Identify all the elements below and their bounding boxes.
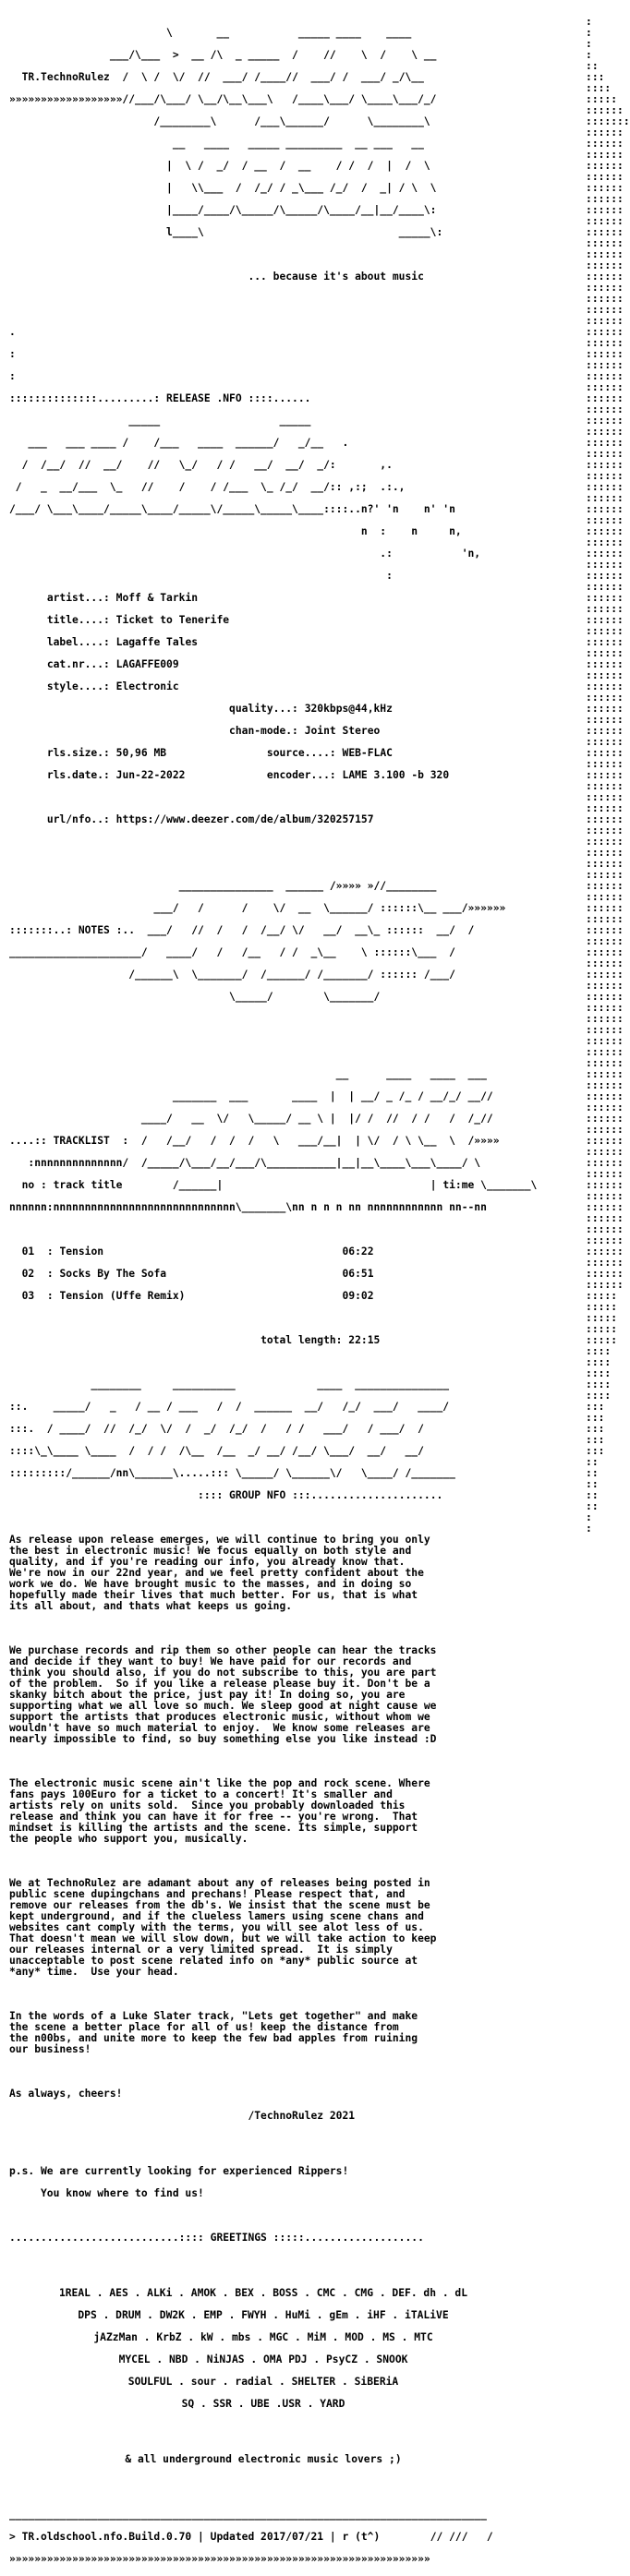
- ascii-logo-line: \ __ _____ ____ ____: [9, 27, 412, 39]
- group-paragraph-3: We at TechnoRulez are adamant about any of releases being posted in public scene dupingchans and prechans! Please respect that, and remove our releases from the db's. We insist that the scene must be kept underground, and if the clueless lamers using scene chans and websites cant comply with the terms, you will see alot less of us. That doesn't mean we will slow down, but we will take action to keep our releases internal or a very limited spread. It is simply unacceptable to post scene related info on *any* public source at *any* time. Use your head.: [9, 1877, 437, 1978]
- footer-rule: ____________________________________________________________________________: [9, 2509, 487, 2521]
- group-title: :::: GROUP NFO :::: [198, 1489, 311, 1501]
- ascii-art-line: ___ ___ ____ / /___ ____ ______/ _/__ .: [9, 437, 349, 449]
- total-length-row: total length: 22:15: [260, 1334, 381, 1346]
- ascii-art-line: _____ _____: [9, 415, 311, 427]
- ps-line-1: p.s. We are currently looking for experienced Rippers!: [9, 2165, 349, 2177]
- group-paragraph-2: The electronic music scene ain't like the pop and rock scene. Where fans pays 100Euro for a ticket to a concert! It's smaller and artists rely on units sold. Since you probably downloaded this release and think you can have it for free -- you're wrong. That mindset is killing the artists and the scene. Its simple, support the people who support you, musically.: [9, 1777, 430, 1845]
- ascii-art-line: :nnnnnnnnnnnnnn/ /_____/\___/__/___/\___________|__|__\____\___\____/ \: [9, 1157, 481, 1169]
- ascii-art-line: ::. _____/ _ / __ / ___ / / ______ __/ /_/ ___/ ____/: [9, 1401, 450, 1413]
- group-paragraph-0: As release upon release emerges, we will continue to bring you only the best in electronic music! We focus equally on both style and quality, and if you're reading our info, you already know that. We're now in our 22nd year, and we feel pretty confident about the work we do. We have brought music to the masses, and in doing so hopefully made their lives that much better. For us, that is what its all about, and thats what keeps us going.: [9, 1534, 430, 1612]
- ascii-side-border: : : : : :: ::: :::: ::::: :::::: ::::::: :::::: :::::: :::::: :::::: :::::: :::::: :::::: :::::: :::::: :::::: :::::: :::::: :::::: :::::: :::::: :::::: :::::: :::::: :::::: :::::: :::::: :::::: :::::: :::::: :::::: :::::: :::::: :::::: :::::: :::::: :::::: :::::: :::::: :::::: :::::: :::::: :::::: :::::: :::::: :::::: :::::: :::::: :::::: :::::: :::::: :::::: :::::: :::::: :::::: :::::: :::::: :::::: :::::: :::::: :::::: :::::: :::::: :::::: :::::: :::::: :::::: :::::: :::::: :::::: :::::: :::::: :::::: :::::: :::::: :::::: :::::: :::::: :::::: :::::: :::::: :::::: :::::: :::::: :::::: :::::: :::::: :::::: :::::: :::::: :::::: :::::: :::::: :::::: :::::: :::::: :::::: :::::: :::::: :::::: :::::: :::::: :::::: :::::: :::::: :::::: :::::: :::::: :::::: :::::: :::::: ::::: ::::: ::::: ::::: ::::: :::: :::: :::: :::: :::: ::: ::: ::: ::: ::: :: :: :: :: :: : :: [586, 16, 630, 1535]
- release-date-row: rls.date.: Jun-22-2022 encoder...: LAME 3.100 -b 320: [46, 769, 450, 781]
- release-url-row: url/nfo..: https://www.deezer.com/de/album/320257157: [46, 813, 374, 825]
- release-field-row: cat.nr...: LAGAFFE009: [46, 658, 179, 670]
- ascii-art-line: :::. / ____/ // /_/ \/ / _/ /_/ / / / ___/ / ___/ /: [9, 1423, 424, 1435]
- footer-arrows: »»»»»»»»»»»»»»»»»»»»»»»»»»»»»»»»»»»»»»»»»»»»»»»»»»»»»»»»»»»»»»»»»»»: [9, 2553, 430, 2565]
- group-tag: TR.TechnoRulez: [21, 71, 110, 83]
- ascii-art-line: /______\ \_______/ /______/ /_______/ :::::: /___/: [9, 969, 455, 981]
- notes-title-line: :::::::..: NOTES :.. ___/ // / / /__/ \/ __/ __\_ :::::: __/ /: [9, 924, 475, 936]
- ascii-art-line: .: 'n,: [9, 548, 481, 560]
- release-field-row: style....: Electronic: [46, 680, 179, 692]
- col-no: no: [21, 1179, 35, 1191]
- track-row: 01 : Tension 06:22: [21, 1246, 374, 1258]
- notes-title: :::::::..: NOTES :..: [9, 924, 136, 936]
- ascii-logo-line: »»»»»»»»»»»»»»»»»»//___/\___/ \__/\__\___\ /____\___/ \____\___/_/: [9, 93, 437, 105]
- col-title: : track title: [41, 1179, 123, 1191]
- tracklist-title-line: ....:: TRACKLIST : / /__/ / / / \ ___/__| | \/ / \ \__ \ /»»»»: [9, 1135, 500, 1147]
- ascii-art-line: n : n n,: [9, 525, 462, 537]
- release-field-row: label....: Lagaffe Tales: [46, 636, 199, 648]
- release-section-title: ::::::::::::::.........: RELEASE .NFO ::::......: [9, 392, 311, 404]
- greetings-title: ...........................:::: GREETINGS :::::...................: [9, 2232, 424, 2244]
- ascii-logo-line: __ ____ _____ _________ __ ___ __: [9, 138, 424, 150]
- tracklist-title: ....:: TRACKLIST :: [9, 1135, 129, 1147]
- greetings-outro: & all underground electronic music lovers ;): [125, 2453, 402, 2465]
- signature: /TechnoRulez 2021: [248, 2110, 356, 2122]
- ascii-art-line: \_____/ \_______/: [9, 991, 381, 1003]
- ascii-art-line: ________ __________ ____ _______________: [9, 1378, 450, 1390]
- ascii-art-line: ____/ __ \/ \_____/ __ \ | |/ / // / / / /_//: [9, 1113, 493, 1125]
- ascii-art-line: nnnnnn:nnnnnnnnnnnnnnnnnnnnnnnnnnnnn\_______\nn n n n nn nnnnnnnnnnnn nn--nn: [9, 1201, 487, 1213]
- group-paragraph-4: In the words of a Luke Slater track, "Lets get together" and make the scene a better place for all of us! keep the distance from the n00bs, and unite more to keep the few bad apples from ruining our business!: [9, 2010, 418, 2055]
- ps-line-2: You know where to find us!: [9, 2187, 204, 2199]
- group-paragraph-5: As always, cheers!: [9, 2088, 123, 2100]
- greetings-line: SOULFUL . sour . radial . SHELTER . SiBERiA: [127, 2376, 399, 2388]
- release-size-row: rls.size.: 50,96 MB source....: WEB-FLAC: [46, 747, 393, 759]
- track-row: 03 : Tension (Uffe Remix) 09:02: [21, 1290, 374, 1302]
- release-quality-row: quality...: 320kbps@44,kHz: [229, 703, 393, 715]
- ascii-logo-line: | \ / _/ / __ / __ / / / | / \: [9, 160, 430, 172]
- group-title-line: :::: GROUP NFO :::.....................: [198, 1489, 443, 1501]
- ascii-logo-line: /________\ /___\______/ \________\: [9, 115, 430, 127]
- tracklist-header: no : track title /______| | ti:me \_______\: [21, 1179, 538, 1191]
- greetings-line: 1REAL . AES . ALKi . AMOK . BEX . BOSS . CMC . CMG . DEF. dh . dL: [58, 2287, 468, 2299]
- ascii-logo-line: TR.TechnoRulez / \ / \/ // ___/ /____// ___/ / ___/ _/\__: [21, 71, 424, 83]
- ascii-art-line: _____________________/ ____/ / /__ / / _\__ \ ::::::\___ /: [9, 946, 455, 958]
- greetings-list: [9, 2277, 517, 2421]
- track-row: 02 : Socks By The Sofa 06:51: [21, 1268, 374, 1280]
- ascii-art-line: / _ __/___ \_ // / / /___ \_ /_/ __/:: ,:; .:.,: [9, 481, 406, 493]
- ascii-logo-line: ___/\___ > __ /\ _ _____ / // \ / \ __: [9, 49, 437, 61]
- nfo-document: \ __ _____ ____ ____ ___/\___ > __ /\ _ _____ / // \ / \ __ TR.TechnoRulez / \ / \/ // ___/ /____// ___/ / ___/ _/\__ »»»»»»»»»»»»»»»»»»//___/\___/ \__/\__\___\ /____\___/ \____\___/_/ /________\ /___\______/ \________\ __ ____ _____ _________ __ ___ __ | \ / _/ / __ / __ / / / | / \ | \\___ / /_/ / _\___ /_/ / _| / \ \ |____/____/\_____/\_____/\____/__|__/____\: l____\ _____\: ... because it's about music . : : ::::::::::::::.........: RELEASE .NFO ::::...... _____ _____ ___ ___ ____ / /___ ____ ______/ _/__ . / /__/ // __/ // \_/ / / __/ __/ _/: ,. / _ __/___ \_ // / / /___ \_ /_/ __/:: ,:; .:., /___/ \___\____/_____\____/_____\/_____\_____\____::::..n?' 'n n' 'n n : n n, .: 'n, : artist...: Moff & Tarkin title....: Ticket to Tenerife label....: Lagaffe Tales cat.nr...: LAGAFFE009 style....: Electronic quality...: 320kbps@44,kHz chan-mode.: Joint Stereo rls.size.: 50,96 MB source....: WEB-FLAC rls.date.: Jun-22-2022 encoder...: LAME 3.100 -b 320 url/nfo..: https://www.deezer.com/de/album/320257157 _______________ ______ /»»»» »//________ ___/ / / \/ __ \______/ ::::::\__ ___/»»»»»» :::::::..: NOTES :.. ___/ // / / /__/ \/ __/ __\_ :::::: __/ / _____________________/ ____/ / /__ / / _\__ \ ::::::\___ / /______\ \_______/ /______/ /_______/ :::::: /___/ \_____/ \_______/ __ ____ ____ ___ _______ ___ ____ | | __/ _ /_ / __/_/ __// ____/ __ \/ \_____/ __ \ | |/ / // / / / /_// ....:: TRACKLIST : / /__/ / / / \ ___/__| | \/ / \ \__ \ /»»»» :nnnnnnnnnnnnnn/ /_____/\___/__/___/\___________|__|__\____\___\____/ \ no : track title /______| | ti:me \_______\ nnnnnn:nnnnnnnnnnnnnnnnnnnnnnnnnnnnn\_______\nn n n n nn nnnnnnnnnnnn nn--nn 01 : Tension 06:22 02 : Socks By The Sofa 06:51 03 : Tension (Uffe Remix) 09:02 total length: 22:15 ________ __________ ____ _______________ ::. _____/ _ / __ / ___ / / ______ __/ /_/ ___/ ____/ :::. / ____/ // /_/ \/ / _/ /_/ / / / ___/ / ___/ / ::::\_\____ \____ / / / /\__ /__ _/ __/ /__/ \___/ __/ __/ :::::::::/______/nn\______\.....::: \_____/ \______\/ \____/ /_______ :::: GROUP NFO :::..................... As release upon release emerges, we will continue to bring you only the best in electronic music! We focus equally on both style and quality, and if you're reading our info, you already know that. We're now in our 22nd year, and we feel pretty confident about the work we do. We have brought music to the masses, and in doing so hopefully made their lives that much better. For us, that is what its all about, and thats what keeps us going. We purchase records and rip them so other people can hear the tracks and decide if they want to buy! We have paid for our records and think you should also, if you do not subscribe to this, you are part of the problem. So if you like a release please buy it. Don't be a skanky bitch about the price, just pay it! In doing so, you are supporting what we all love so much. We sleep good at night cause we support the artists that produces electronic music, without whom we wouldn't have so much material to enjoy. We know some releases are nearly impossible to find, so buy something else you like instead :D The electronic music scene ain't like the pop and rock scene. Where fans pays 100Euro for a ticket to a concert! It's smaller and artists rely on units sold. Since you probably downloaded this release and think you can have it for free -- you're wrong. That mindset is killing the artists and the scene. Its simple, support the people who support you, musically. We at TechnoRulez are adamant about any of releases being posted in public scene dupingchans and prechans! Please respect that, and remove our releases from the db's. We insist that the scene must be kept underground, and if the clueless lamers using scene chans and websites cant comply with the terms, you will see alot less of us. That doesn't mean we will slow down, but we will take action to keep our releases internal or a very limited spread. It is simply unacceptable to post scene related info on *any* public source at *any* time. Use your head. In the words of a Luke Slater track, "Lets get together" and make the scene a better place for all of us! keep the distance from the n00bs, and unite more to keep the few bad apples from ruining our business! As always, cheers! /TechnoRulez 2021 p.s. We are currently looking for experienced Rippers! You know where to find us! ...........................:::: GREETINGS :::::................... 1REAL . AES . ALKi . AMOK . BEX . BOSS . CMC . CMG . DEF. dh . dL DPS . DRUM . DW2K . EMP . FWYH . HuMi . gEm . iHF . iTALiVE jAZzMan . KrbZ . kW . mbs . MGC . MiM . MOD . MS . MTC MYCEL . NBD . NiNJAS . OMA PDJ . PsyCZ . SNOOK SOULFUL . sour . radial . SHELTER . SiBERiA SQ . SSR . UBE .USR . YARD & all underground electronic music lovers ;) ____________________________________________________________________________ > TR.oldschool.nfo.Build.0.70 | Updated 2017/07/21 | r (t^) // /// / »»»»»»»»»»»»»»»»»»»»»»»»»»»»»»»»»»»»»»»»»»»»»»»»»»»»»»»»»»»»»»»»»»»: [9, 27, 538, 2565]
- ascii-art-line: :::::::::/______/nn\______\.....::: \_____/ \______\/ \____/ /_______: [9, 1467, 455, 1479]
- ascii-art-line: _______________ ______ /»»»» »//________: [9, 880, 437, 892]
- col-time: ti:me: [442, 1179, 475, 1191]
- release-field-row: artist...: Moff & Tarkin: [46, 592, 199, 604]
- ascii-art-line: / /__/ // __/ // \_/ / / __/ __/ _/: ,.: [9, 459, 393, 471]
- ascii-art-line: __ ____ ____ ___: [9, 1068, 487, 1080]
- ascii-logo-line: | \\___ / /_/ / _\___ /_/ / _| / \ \: [9, 182, 437, 194]
- footer-build: > TR.oldschool.nfo.Build.0.70 | Updated 2017/07/21 | r (t^) // /// /: [9, 2531, 493, 2543]
- greetings-line: MYCEL . NBD . NiNJAS . OMA PDJ . PsyCZ . SNOOK: [118, 2353, 408, 2365]
- greetings-line: DPS . DRUM . DW2K . EMP . FWYH . HuMi . gEm . iHF . iTALiVE: [78, 2309, 449, 2321]
- greetings-line: SQ . SSR . UBE .USR . YARD: [181, 2398, 345, 2410]
- ascii-art-line: _______ ___ ____ | | __/ _ /_ / __/_/ __//: [9, 1090, 493, 1102]
- release-chanmode-row: chan-mode.: Joint Stereo: [229, 725, 381, 737]
- tagline: ... because it's about music: [248, 271, 424, 283]
- ascii-logo-line: l____\ _____\:: [9, 226, 443, 238]
- ascii-logo-line: |____/____/\_____/\_____/\____/__|__/____\:: [9, 204, 437, 216]
- greetings-line: jAZzMan . KrbZ . kW . mbs . MGC . MiM . MOD . MS . MTC: [93, 2331, 433, 2343]
- ascii-art-line: /___/ \___\____/_____\____/_____\/_____\_____\____::::..n?' 'n n' 'n: [9, 503, 455, 515]
- ascii-art-line: ::::\_\____ \____ / / / /\__ /__ _/ __/ /__/ \___/ __/ __/: [9, 1445, 424, 1457]
- release-field-row: title....: Ticket to Tenerife: [46, 614, 230, 626]
- ascii-art-line: ___/ / / \/ __ \______/ ::::::\__ ___/»»»»»»: [9, 902, 506, 914]
- release-url[interactable]: https://www.deezer.com/de/album/320257157: [115, 813, 374, 825]
- group-paragraph-1: We purchase records and rip them so other people can hear the tracks and decide if they want to buy! We have paid for our records and think you should also, if you do not subscribe to this, you are part of the problem. So if you like a release please buy it. Don't be a skanky bitch about the price, just pay it! In doing so, you are supporting what we all love so much. We sleep good at night cause we support the artists that produces electronic music, without whom we wouldn't have so much material to enjoy. We know some releases are nearly impossible to find, so buy something else you like instead :D: [9, 1644, 437, 1745]
